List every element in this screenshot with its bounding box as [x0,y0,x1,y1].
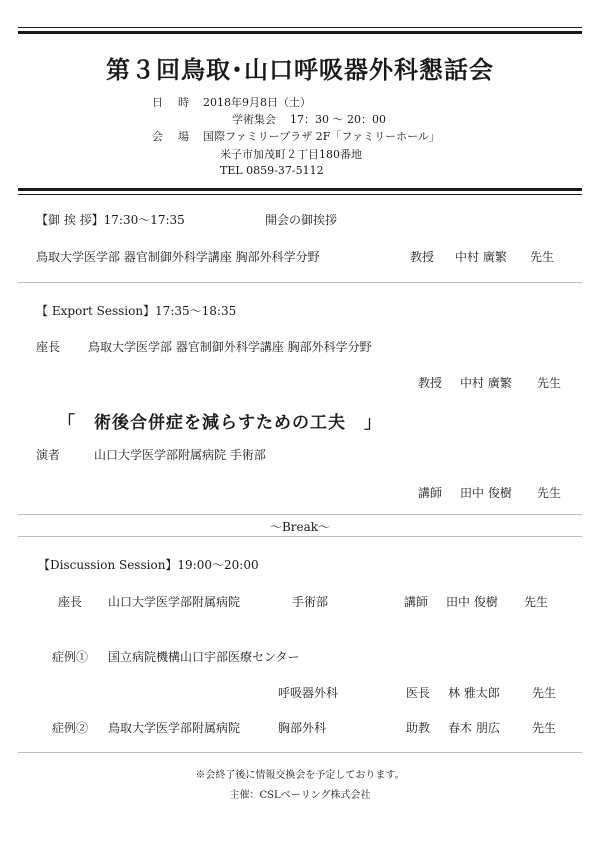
top-rule-thick [18,31,582,34]
export-chair-title: 教授 [418,376,443,390]
case2-affiliation: 鳥取大学医学部附属病院 [108,721,241,735]
case1-label: 症例① [52,650,89,664]
break-label: ～Break～ [269,520,331,534]
export-chair-name: 中村 廣繁 [460,376,512,390]
venue-name: 国際ファミリープラザ 2F「ファミリーホール」 [203,130,440,143]
discussion-chair-label: 座長 [58,595,83,609]
date-label: 日 時 [152,96,191,109]
export-chair-affiliation: 鳥取大学医学部 器官制御外科学講座 胸部外科学分野 [88,340,372,354]
case2-label: 症例② [52,721,89,735]
case1-honorific: 先生 [532,686,557,700]
discussion-chair-dept: 手術部 [292,595,329,609]
discussion-chair-title: 講師 [404,595,429,609]
footer-sponsor: 主催：CSLベーリング株式会社 [229,790,371,801]
export-speaker-label: 演者 [36,448,61,462]
venue-address: 米子市加茂町２丁目180番地 [220,148,362,161]
case1-name: 林 雅太郎 [448,686,500,700]
greeting-topic: 開会の御挨拶 [265,213,338,227]
footer-divider [18,752,582,753]
footer-note: ※会終了後に情報交換会を予定しております。 [195,770,405,781]
export-session-header: 【 Export Session】17:35～18:35 [36,304,237,318]
export-speaker-name: 田中 俊樹 [460,486,512,500]
mid-rule-thin [18,194,582,195]
case2-title: 助教 [406,721,431,735]
case1-affiliation: 国立病院機構山口宇部医療センター [108,650,300,664]
discussion-chair-honorific: 先生 [524,595,549,609]
export-speaker-title: 講師 [418,486,443,500]
case1-dept: 呼吸器外科 [278,686,339,700]
export-chair-label: 座長 [36,340,61,354]
discussion-chair-name: 田中 俊樹 [446,595,498,609]
export-speaker-honorific: 先生 [537,486,562,500]
top-rule-thin [18,27,582,28]
venue-tel: TEL 0859-37-5112 [220,164,324,177]
greeting-affiliation: 鳥取大学医学部 器官制御外科学講座 胸部外科学分野 [36,250,320,264]
greeting-title: 教授 [410,250,435,264]
greeting-header: 【御 挨 拶】17:30～17:35 [36,213,185,227]
case2-name: 春木 朋広 [448,721,500,735]
mid-rule-thick [18,188,582,191]
event-date: 2018年9月8日（土） [203,96,311,109]
discussion-chair-affiliation: 山口大学医学部附属病院 [108,595,241,609]
break-rule-bottom [18,536,582,537]
session-time: 17：30 ～ 20：00 [290,113,386,126]
session-label: 学術集会 [232,113,276,126]
page-title: 第３回鳥取･山口呼吸器外科懇話会 [106,55,494,84]
case1-title: 医長 [406,686,431,700]
case2-honorific: 先生 [532,721,557,735]
lecture-title: 「 術後合併症を減らすための工夫 」 [58,413,382,433]
discussion-header: 【Discussion Session】19:00～20:00 [38,558,259,572]
greeting-honorific: 先生 [530,250,555,264]
venue-label: 会 場 [152,130,191,143]
export-chair-honorific: 先生 [537,376,562,390]
greeting-name: 中村 廣繁 [455,250,507,264]
export-speaker-affiliation: 山口大学医学部附属病院 手術部 [94,448,266,462]
break-rule-top [18,514,582,515]
greeting-divider [18,282,582,283]
case2-dept: 胸部外科 [278,721,327,735]
